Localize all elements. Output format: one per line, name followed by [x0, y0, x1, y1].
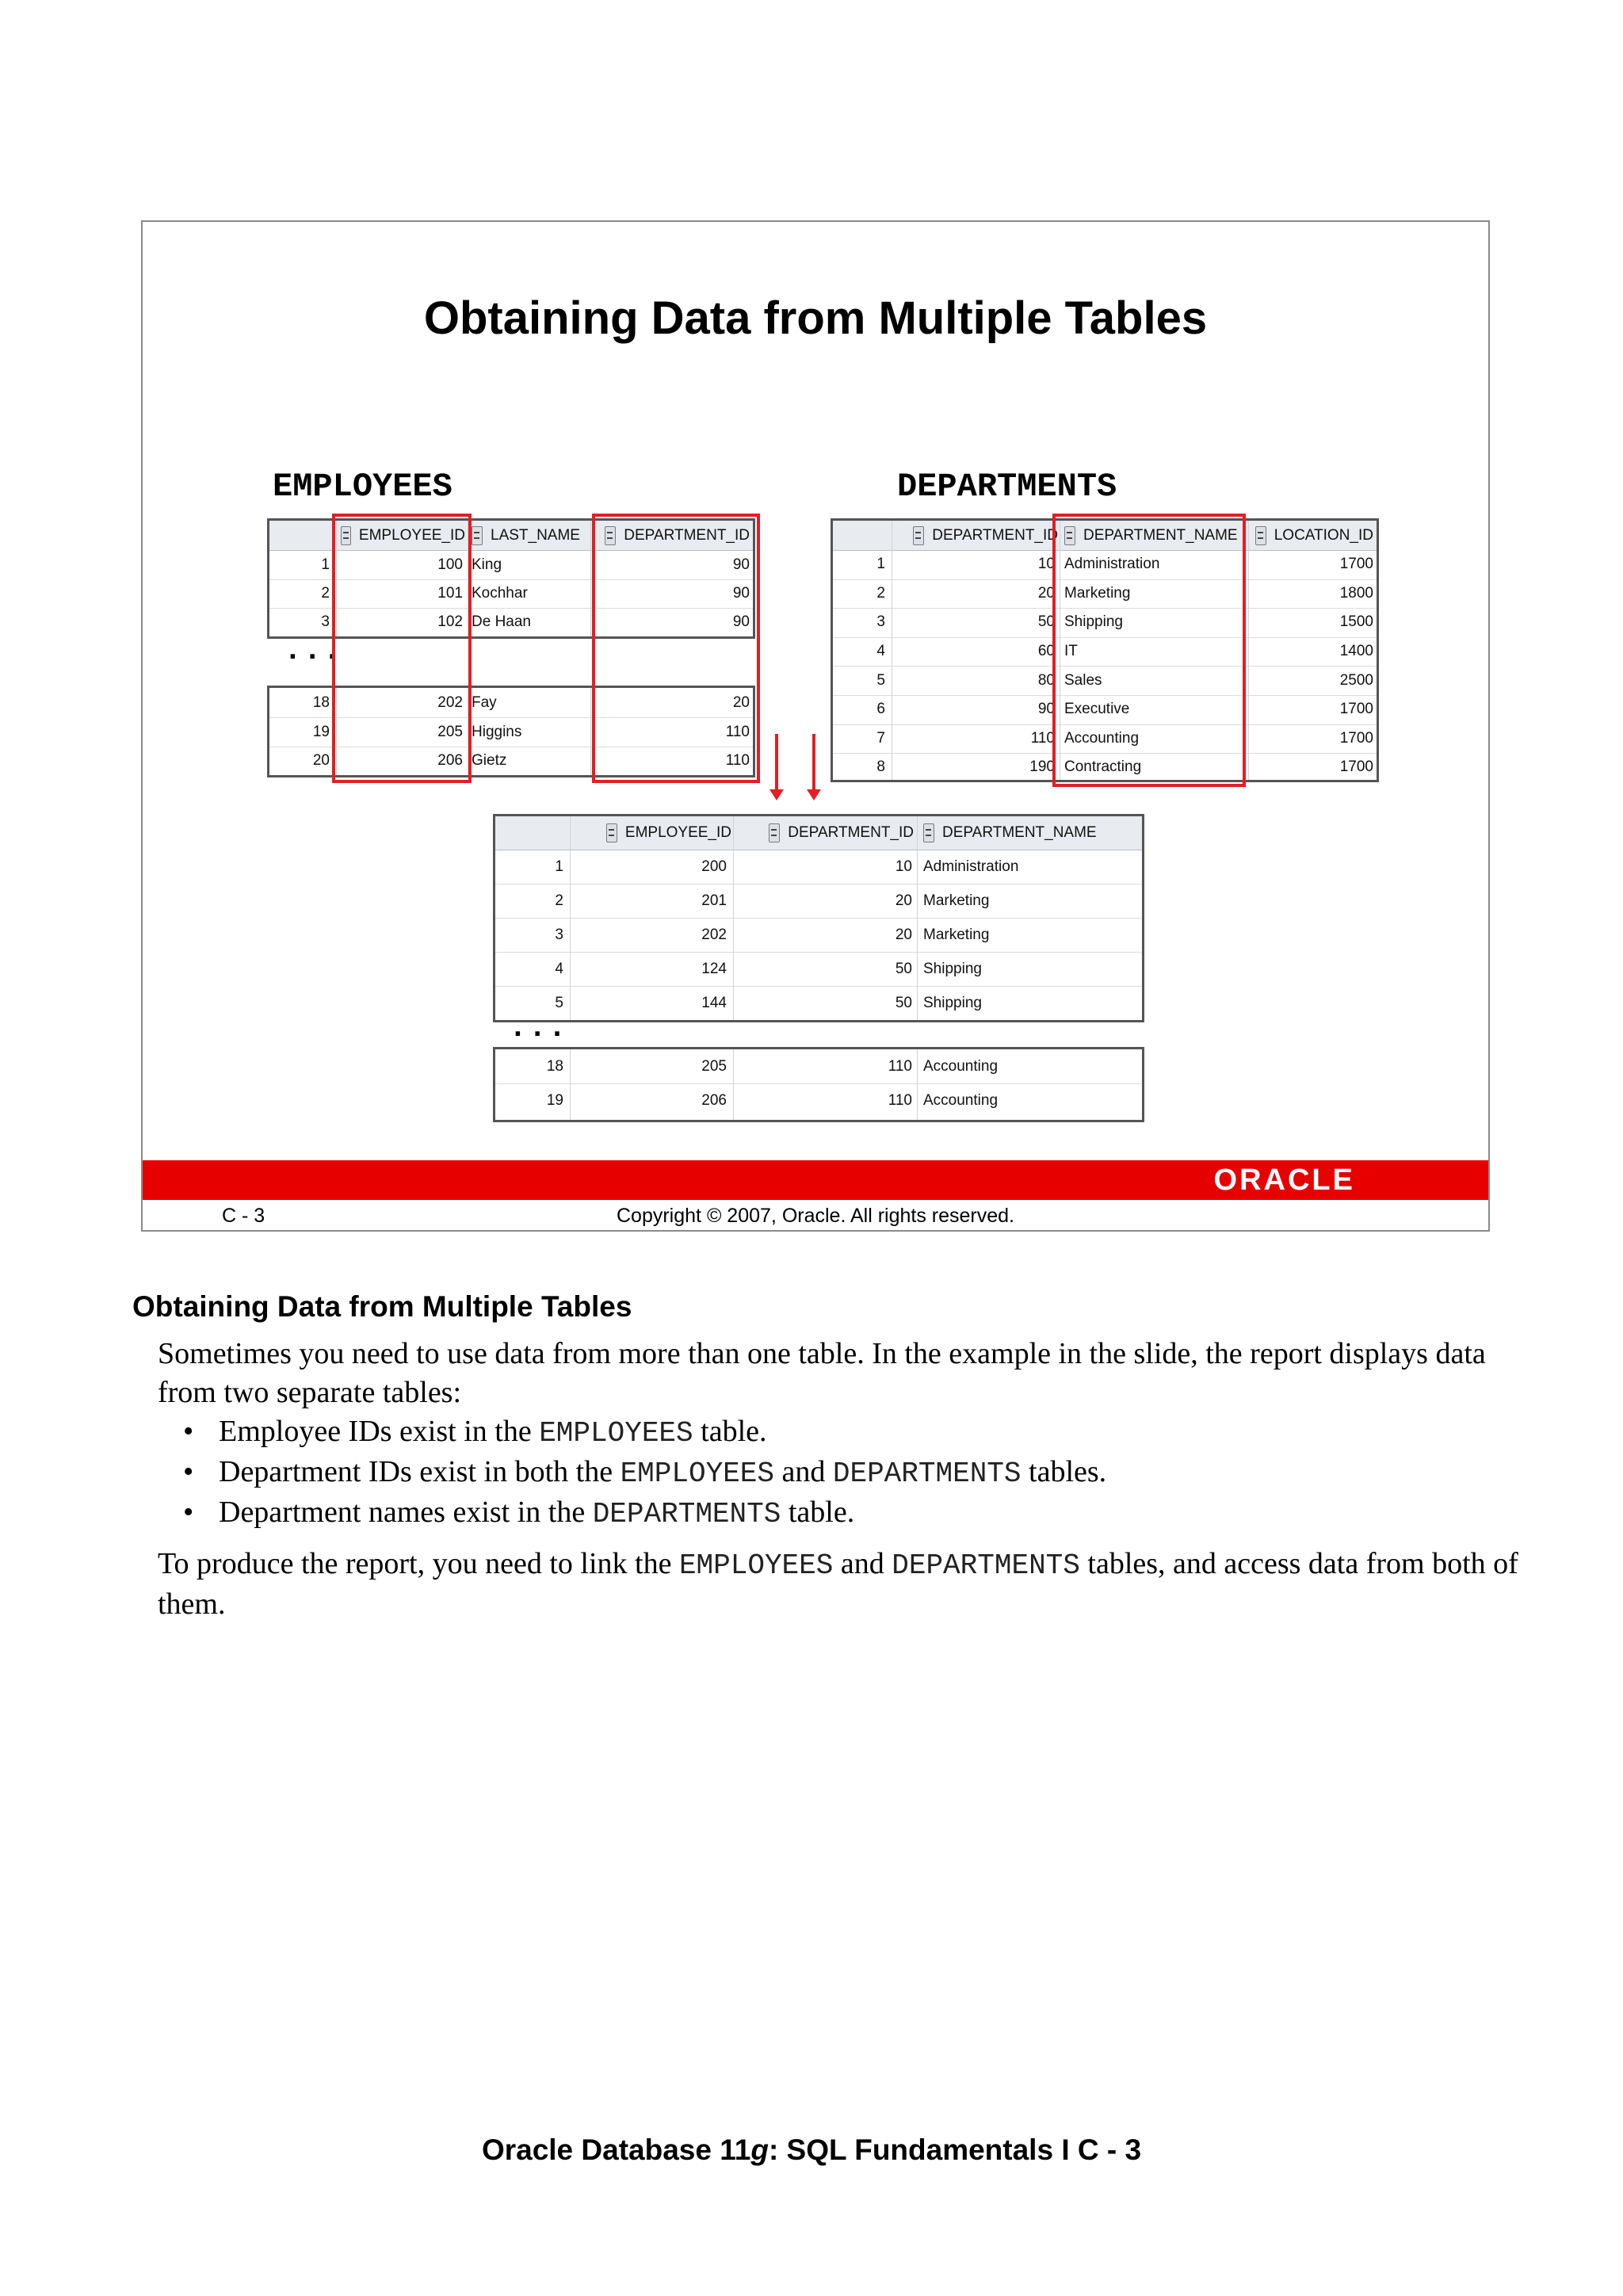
department-id-highlight: [592, 514, 760, 783]
result-grid-bottom: [493, 1047, 1144, 1122]
sort-icon[interactable]: [606, 823, 617, 842]
row-number: 8: [876, 758, 885, 776]
department-id-cell: 50: [1037, 613, 1055, 631]
row-number: 2: [876, 584, 885, 602]
column-header-employee-id[interactable]: EMPLOYEE_ID: [338, 521, 468, 550]
employee-id-cell: 100: [437, 556, 463, 573]
department-id-cell: 110: [888, 1091, 912, 1109]
department-id-cell: 110: [725, 752, 750, 769]
employee-id-cell: 205: [701, 1057, 727, 1075]
row-number: 7: [876, 729, 885, 747]
employee-id-cell: 206: [701, 1091, 727, 1109]
last-name-cell: Higgins: [472, 723, 522, 740]
last-name-cell: Fay: [472, 693, 497, 711]
employee-id-highlight: [332, 514, 472, 783]
slide-title: Obtaining Data from Multiple Tables: [423, 292, 1208, 344]
department-name-cell: Shipping: [923, 960, 982, 977]
row-number: 3: [876, 613, 885, 631]
result-ellipsis: ...: [509, 1011, 568, 1045]
sort-icon[interactable]: [472, 526, 483, 545]
bullet-icon: •: [183, 1415, 194, 1448]
slide-number: C - 3: [222, 1205, 265, 1227]
last-name-cell: De Haan: [472, 613, 531, 630]
notes-heading: Obtaining Data from Multiple Tables: [132, 1290, 632, 1323]
location-id-cell: 1400: [1339, 643, 1373, 660]
table-row: [495, 1049, 1142, 1084]
column-header-department-name[interactable]: DEPARTMENT_NAME: [1061, 521, 1250, 550]
department-id-cell: 110: [888, 1057, 912, 1075]
department-id-cell: 190: [1029, 758, 1055, 776]
location-id-cell: 1700: [1339, 758, 1373, 776]
department-name-cell: Shipping: [1064, 613, 1123, 631]
department-id-cell: 90: [732, 556, 750, 573]
notes-intro: Sometimes you need to use data from more than one table. In the example in the slide, the report displays data from two separate tables:: [158, 1337, 1486, 1409]
department-name-cell: Marketing: [923, 892, 990, 909]
department-id-cell: 80: [1037, 671, 1055, 689]
result-grid-top: [493, 814, 1144, 1022]
employee-id-cell: 201: [701, 892, 727, 909]
department-id-cell: 50: [895, 960, 912, 977]
department-id-cell: 90: [732, 585, 750, 602]
column-header-department-id[interactable]: DEPARTMENT_ID: [893, 521, 1061, 550]
location-id-cell: 1700: [1339, 729, 1373, 747]
employee-id-cell: 200: [701, 858, 727, 875]
row-number: 19: [546, 1091, 563, 1109]
arrow-down-icon: [812, 734, 815, 791]
bullet-icon: •: [183, 1455, 194, 1488]
grid-header-row: [495, 816, 1142, 850]
sort-icon[interactable]: [769, 823, 780, 842]
department-id-cell: 20: [895, 926, 912, 943]
sort-icon[interactable]: [913, 526, 924, 545]
department-name-cell: Marketing: [1064, 584, 1131, 602]
arrow-down-icon: [775, 734, 778, 791]
department-name-cell: Administration: [923, 858, 1019, 875]
employees-ellipsis: ...: [284, 634, 343, 668]
department-id-cell: 10: [1037, 556, 1055, 573]
location-id-cell: 1700: [1339, 556, 1373, 573]
department-id-cell: 10: [895, 858, 912, 875]
copyright: Copyright © 2007, Oracle. All rights reserved.: [617, 1205, 1014, 1227]
column-header-department-id[interactable]: DEPARTMENT_ID: [591, 521, 753, 550]
sort-icon[interactable]: [923, 823, 934, 842]
employee-id-cell: 206: [437, 752, 463, 769]
row-number: 1: [555, 858, 563, 875]
employee-id-cell: 205: [437, 723, 463, 740]
notes-bullets: [158, 1412, 1521, 1534]
list-item: • Department names exist in the DEPARTMENTS table.: [158, 1493, 1521, 1534]
department-name-cell: Marketing: [923, 926, 990, 943]
employee-id-cell: 202: [701, 926, 727, 943]
row-number: 19: [312, 723, 330, 740]
column-header-employee-id[interactable]: EMPLOYEE_ID: [571, 816, 735, 850]
department-name-cell: IT: [1064, 643, 1078, 660]
row-number: 2: [555, 892, 563, 909]
employee-id-cell: 144: [701, 994, 727, 1011]
table-row: [495, 884, 1142, 919]
department-name-cell: Sales: [1064, 671, 1102, 689]
column-header-location-id[interactable]: LOCATION_ID: [1250, 521, 1377, 550]
oracle-logo: ORACLE: [1213, 1163, 1355, 1197]
row-number: 18: [546, 1057, 563, 1075]
table-row: [495, 918, 1142, 953]
column-header-department-id[interactable]: DEPARTMENT_ID: [735, 816, 917, 850]
list-item: • Employee IDs exist in the EMPLOYEES table.: [158, 1412, 1521, 1453]
notes-conclusion: To produce the report, you need to link the EMPLOYEES and DEPARTMENTS tables, and access data from both of them.: [158, 1547, 1518, 1621]
last-name-cell: King: [472, 556, 502, 573]
row-number: 6: [876, 701, 885, 718]
row-number: 3: [555, 926, 563, 943]
row-number: 1: [321, 556, 330, 573]
row-number: 4: [555, 960, 563, 977]
row-number: 20: [312, 752, 330, 769]
column-header-department-name[interactable]: DEPARTMENT_NAME: [920, 816, 1142, 850]
page-footer: Oracle Database 11g: SQL Fundamentals I C - 3: [481, 2134, 1142, 2166]
department-name-cell: Shipping: [923, 994, 982, 1011]
department-id-cell: 20: [895, 892, 912, 909]
department-id-cell: 60: [1037, 643, 1055, 660]
row-number: 4: [876, 643, 885, 660]
department-name-cell: Accounting: [923, 1057, 999, 1075]
column-header-last-name[interactable]: LAST_NAME: [468, 521, 591, 550]
department-name-cell: Accounting: [923, 1091, 999, 1109]
row-number: 5: [555, 994, 563, 1011]
department-name-cell: Administration: [1064, 556, 1160, 573]
employees-label: EMPLOYEES: [273, 468, 453, 506]
location-id-cell: 1500: [1339, 613, 1373, 631]
department-id-cell: 20: [732, 693, 750, 711]
department-name-cell: Accounting: [1064, 729, 1140, 747]
bullet-icon: •: [183, 1496, 194, 1529]
departments-label: DEPARTMENTS: [897, 468, 1117, 506]
row-number: 1: [876, 556, 885, 573]
notes-body: [158, 1335, 1521, 1624]
slide: [141, 220, 1490, 1232]
location-id-cell: 1800: [1339, 584, 1373, 602]
employee-id-cell: 101: [437, 585, 463, 602]
table-row: [495, 850, 1142, 884]
row-number: 5: [876, 671, 885, 689]
footer-bar: [143, 1160, 1488, 1200]
employee-id-cell: 102: [437, 613, 463, 630]
table-row: [495, 952, 1142, 987]
employee-id-cell: 202: [437, 693, 463, 711]
row-number: 3: [321, 613, 330, 630]
department-id-cell: 110: [725, 723, 750, 740]
department-id-cell: 90: [732, 613, 750, 630]
department-id-cell: 20: [1037, 584, 1055, 602]
location-id-cell: 1700: [1339, 701, 1373, 718]
row-number: 2: [321, 585, 330, 602]
department-name-cell: Contracting: [1064, 758, 1142, 776]
employee-id-cell: 124: [701, 960, 727, 977]
table-row: [495, 986, 1142, 1020]
department-name-cell: Executive: [1064, 701, 1130, 718]
sort-icon[interactable]: [1255, 526, 1266, 545]
list-item: • Department IDs exist in both the EMPLOYEES and DEPARTMENTS tables.: [158, 1453, 1521, 1493]
department-id-cell: 110: [1030, 729, 1055, 747]
department-name-highlight: [1052, 514, 1246, 787]
last-name-cell: Gietz: [472, 752, 507, 769]
location-id-cell: 2500: [1339, 671, 1373, 689]
department-id-cell: 90: [1037, 701, 1055, 718]
department-id-cell: 50: [895, 994, 912, 1011]
table-row: [495, 1083, 1142, 1117]
row-number: 18: [312, 693, 330, 711]
last-name-cell: Kochhar: [472, 585, 528, 602]
